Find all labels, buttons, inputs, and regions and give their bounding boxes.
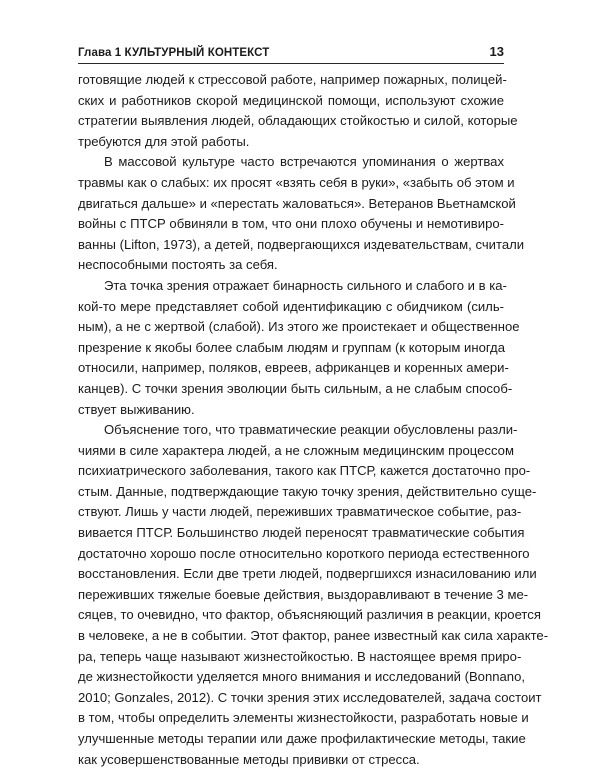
text-line: достаточно хорошо после относительно короткого периода естественного bbox=[78, 545, 530, 561]
text-line: неспособными постоять за себя. bbox=[78, 257, 278, 273]
text-line: Объяснение того, что травматические реакции обусловлены разли- bbox=[104, 422, 518, 438]
text-line: в человеке, а не в событии. Этот фактор, ранее известный как сила характе- bbox=[78, 628, 549, 644]
text-line: психиатрического заболевания, такого как ПТСР, кажется достаточно про- bbox=[78, 463, 531, 479]
text-line: ских и работников скорой медицинской помощи, используют схожие bbox=[78, 92, 504, 108]
text-line: ра, теперь чаще называют жизнестойкостью. В настоящее время приро- bbox=[78, 648, 522, 664]
text-line: готовящие людей к стрессовой работе, например пожарных, полицей- bbox=[78, 72, 507, 87]
text-line: как усовершенствованные методы прививки от стресса. bbox=[78, 751, 420, 767]
text-line: вивается ПТСР. Большинство людей переносят травматические события bbox=[78, 525, 525, 541]
text-line: стым. Данные, подтверждающие такую точку зрения, действительно суще- bbox=[78, 483, 537, 499]
chapter-title: Глава 1 КУЛЬТУРНЫЙ КОНТЕКСТ bbox=[78, 47, 270, 59]
text-line: кой-то мере представляет собой идентификацию с обидчиком (силь- bbox=[78, 298, 504, 314]
header-rule bbox=[78, 63, 504, 64]
text-line: ванны (Lifton, 1973), а детей, подвергающихся издевательствам, считали bbox=[78, 236, 525, 252]
text-line: восстановления. Если две трети людей, подвергшихся изнасилованию или bbox=[78, 566, 537, 582]
text-line: требуются для этой работы. bbox=[78, 133, 250, 149]
text-line: травмы как о слабых: их просят «взять себя в руки», «забыть об этом и bbox=[78, 174, 515, 190]
text-line: чиями в силе характера людей, а не сложным медицинским процессом bbox=[78, 442, 514, 458]
body-text bbox=[78, 70, 549, 770]
page-number: 13 bbox=[489, 44, 504, 59]
text-line: Эта точка зрения отражает бинарность сильного и слабого и в ка- bbox=[104, 277, 507, 293]
text-line: В массовой культуре часто встречаются упоминания о жертвах bbox=[104, 154, 504, 170]
text-line: ствуют. Лишь у части людей, переживших травматическое событие, раз- bbox=[78, 504, 522, 520]
paragraph bbox=[78, 420, 549, 770]
text-line: де жизнестойкости уделяется много внимания и исследований (Bonnano, bbox=[78, 669, 526, 685]
text-line: в том, чтобы определить элементы жизнестойкости, разработать новые и bbox=[78, 710, 529, 726]
text-line: переживших тяжелые боевые действия, выздоравливают в течение 3 ме- bbox=[78, 586, 529, 602]
text-line: стратегии выявления людей, обладающих стойкостью и силой, которые bbox=[78, 113, 518, 129]
text-line: сяцев, то очевидно, что фактор, объясняющий различия в реакции, кроется bbox=[78, 607, 541, 623]
paragraph bbox=[78, 152, 525, 276]
paragraph bbox=[78, 70, 518, 152]
text-line: двигаться дальше» и «перестать жаловаться». Ветеранов Вьетнамской bbox=[78, 195, 516, 211]
text-line: ствует выживанию. bbox=[78, 401, 195, 417]
paragraph bbox=[78, 276, 520, 420]
running-header bbox=[78, 44, 504, 60]
text-line: презрение к якобы более слабым людям и группам (к которым иногда bbox=[78, 339, 505, 355]
text-line: относили, например, поляков, евреев, африканцев и коренных амери- bbox=[78, 360, 509, 376]
text-line: улучшенные методы терапии или даже профилактические методы, такие bbox=[78, 731, 526, 746]
text-line: войны с ПТСР обвиняли в том, что они плохо обучены и немотивиро- bbox=[78, 216, 504, 232]
text-line: ным), а не с жертвой (слабой). Из этого же проистекает и общественное bbox=[78, 319, 520, 335]
text-line: канцев). С точки зрения эволюции быть сильным, а не слабым способ- bbox=[78, 380, 513, 396]
text-line: 2010; Gonzales, 2012). С точки зрения этих исследователей, задача состоит bbox=[78, 689, 542, 705]
